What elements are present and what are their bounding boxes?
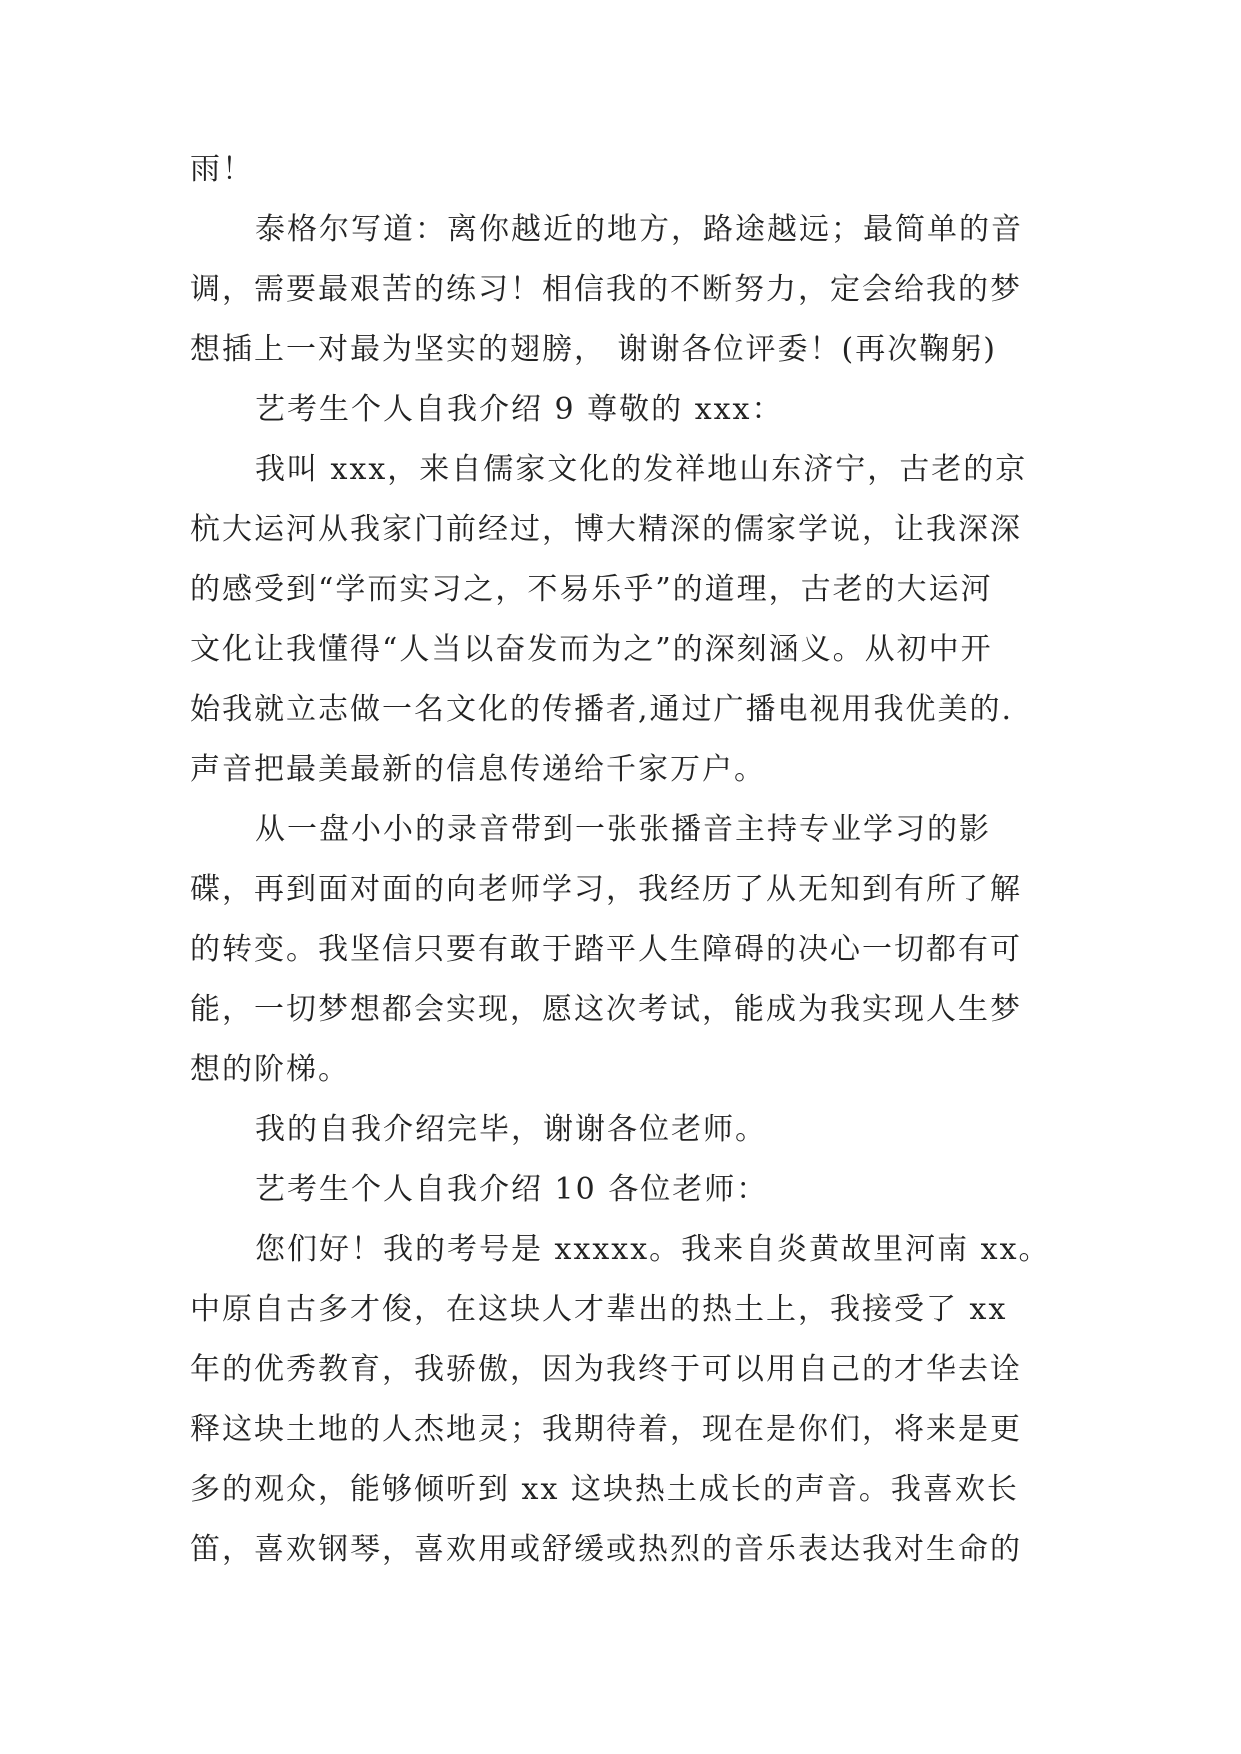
paragraph-line: 我的自我介绍完毕，谢谢各位老师。: [255, 1112, 767, 1147]
text-line: 杭大运河从我家门前经过，博大精深的儒家学说，让我深深: [190, 512, 1022, 547]
paragraph-line: 您们好！我的考号是 xxxxx。我来自炎黄故里河南 xx。: [255, 1232, 1051, 1267]
text-line: 中原自古多才俊，在这块人才辈出的热土上，我接受了 xx: [190, 1292, 1008, 1327]
paragraph-line: 从一盘小小的录音带到一张张播音主持专业学习的影: [255, 812, 991, 847]
text-line: 的感受到“学而实习之，不易乐乎”的道理，古老的大运河: [190, 572, 993, 607]
text-line: 想的阶梯。: [190, 1052, 350, 1087]
paragraph-line: 我叫 xxx，来自儒家文化的发祥地山东济宁，古老的京: [255, 452, 1028, 487]
text-line: 年的优秀教育，我骄傲，因为我终于可以用自己的才华去诠: [190, 1352, 1022, 1387]
section-heading: 艺考生个人自我介绍 10 各位老师：: [255, 1172, 769, 1207]
text-line: 笛，喜欢钢琴，喜欢用或舒缓或热烈的音乐表达我对生命的: [190, 1532, 1022, 1567]
text-line: 雨！: [190, 152, 254, 187]
text-line: 声音把最美最新的信息传递给千家万户。: [190, 752, 766, 787]
text-line: 释这块土地的人杰地灵；我期待着，现在是你们，将来是更: [190, 1412, 1022, 1447]
text-line: 碟，再到面对面的向老师学习，我经历了从无知到有所了解: [190, 872, 1022, 907]
text-line: 调，需要最艰苦的练习！相信我的不断努力，定会给我的梦: [190, 272, 1022, 307]
text-line: 始我就立志做一名文化的传播者,通过广播电视用我优美的.: [190, 692, 1014, 727]
text-line: 文化让我懂得“人当以奋发而为之”的深刻涵义。从初中开: [190, 632, 993, 667]
text-line: 多的观众，能够倾听到 xx 这块热土成长的声音。我喜欢长: [190, 1472, 1019, 1507]
text-line: 能，一切梦想都会实现，愿这次考试，能成为我实现人生梦: [190, 992, 1022, 1027]
section-heading: 艺考生个人自我介绍 9 尊敬的 xxx：: [255, 392, 784, 427]
text-line: 的转变。我坚信只要有敢于踏平人生障碍的决心一切都有可: [190, 932, 1022, 967]
paragraph-line: 泰格尔写道：离你越近的地方，路途越远；最简单的音: [255, 212, 1023, 247]
text-line: 想插上一对最为坚实的翅膀， 谢谢各位评委！(再次鞠躬): [190, 332, 997, 367]
